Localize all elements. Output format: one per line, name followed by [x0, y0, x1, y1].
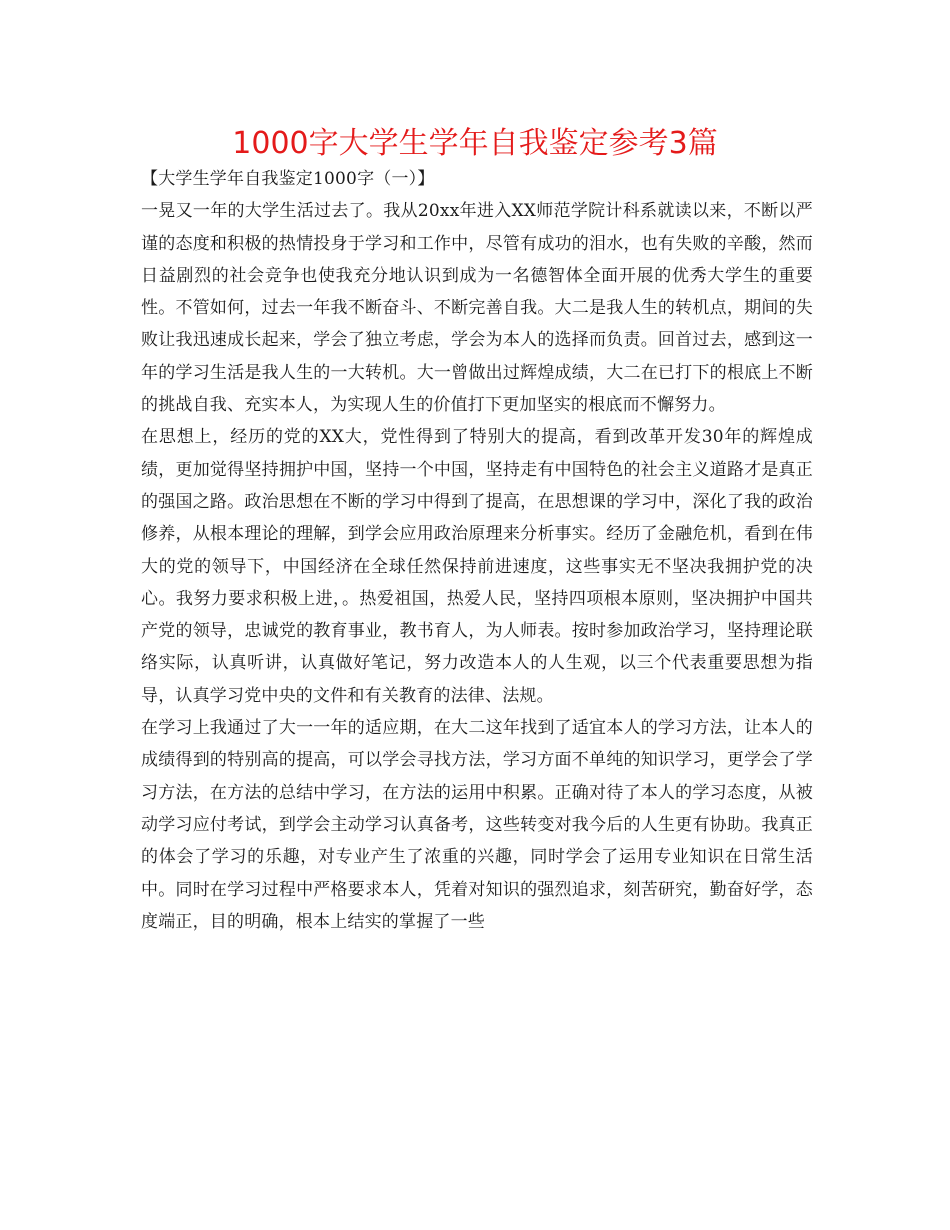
- paragraph-3: 在学习上我通过了大一一年的适应期，在大二这年找到了适宜本人的学习方法，让本人的成绩得到的特别高的提高，可以学会寻找方法，学习方面不单纯的知识学习，更学会了学习方法，在方法的总结中学习，在方法的运用中积累。正确对待了本人的学习态度，从被动学习应付考试，到学会主动学习认真备考，这些转变对我今后的人生更有协助。我真正的体会了学习的乐趣，对专业产生了浓重的兴趣，同时学会了运用专业知识在日常生活中。同时在学习过程中严格要求本人，凭着对知识的强烈追求，刻苦研究，勤奋好学，态度端正，目的明确，根本上结实的掌握了一些: [141, 718, 813, 932]
- paragraph-2: 在思想上，经历的党的XX大，党性得到了特别大的提高，看到改革开发30年的辉煌成绩，更加觉得坚持拥护中国，坚持一个中国，坚持走有中国特色的社会主义道路才是真正的强国之路。政治思想在不断的学习中得到了提高，在思想课的学习中，深化了我的政治修养，从根本理论的理解，到学会应用政治原理来分析事实。经历了金融危机，看到在伟大的党的领导下，中国经济在全球任然保持前进速度，这些事实无不坚决我拥护党的决心。我努力要求积极上进，。热爱祖国，热爱人民，坚持四项根本原则，坚决拥护中国共产党的领导，忠诚党的教育事业，教书育人，为人师表。按时参加政治学习，坚持理论联络实际，认真听讲，认真做好笔记，努力改造本人的人生观，以三个代表重要思想为指导，认真学习党中央的文件和有关教育的法律、法规。: [141, 427, 813, 706]
- section-heading: 【大学生学年自我鉴定1000字（一）】: [141, 169, 435, 189]
- paragraph-1: 一晃又一年的大学生活过去了。我从20xx年进入XX师范学院计科系就读以来，不断以严谨的态度和积极的热情投身于学习和工作中，尽管有成功的泪水，也有失败的辛酸，然而日益剧烈的社会竞争也使我充分地认识到成为一名德智体全面开展的优秀大学生的重要性。不管如何，过去一年我不断奋斗、不断完善自我。大二是我人生的转机点，期间的失败让我迅速成长起来，学会了独立考虑，学会为本人的选择而负责。回首过去，感到这一年的学习生活是我人生的一大转机。大一曾做出过辉煌成绩，大二在已打下的根底上不断的挑战自我、充实本人，为实现人生的价值打下更加坚实的根底而不懈努力。: [141, 201, 813, 416]
- document-title: 1000字大学生学年自我鉴定参考3篇: [232, 126, 718, 161]
- document-body: [141, 163, 813, 938]
